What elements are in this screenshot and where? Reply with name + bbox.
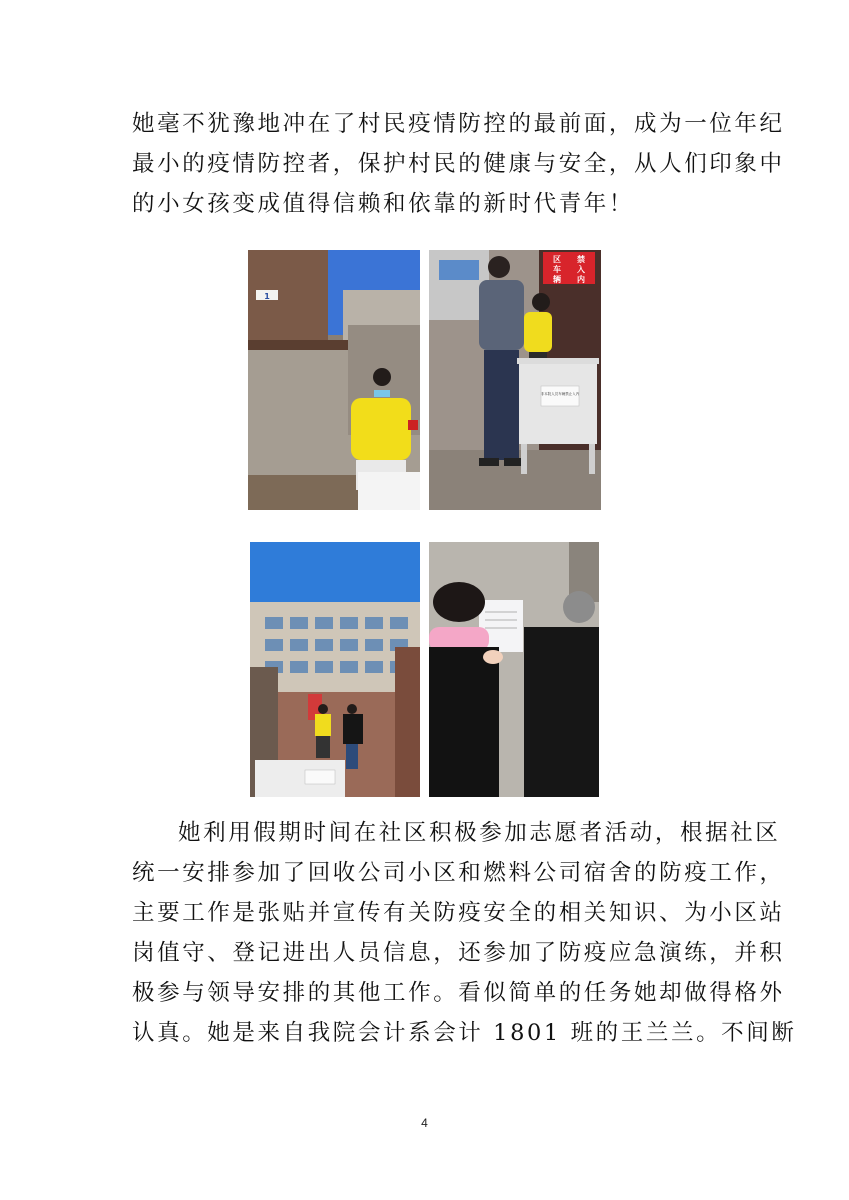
photo-compound-gate-graphic	[250, 542, 420, 797]
text-line: 她毫不犹豫地冲在了村民疫情防控的最前面，成为一位年纪	[132, 111, 785, 137]
sign-char: 辆	[553, 275, 561, 284]
photo-posting-notice-graphic	[429, 542, 599, 797]
text-line: 的小女孩变成值得信赖和依靠的新时代青年！	[132, 191, 635, 217]
text-line: 认真。她是来自我院会计系会计 1801 班的王兰兰。不间断	[132, 1020, 797, 1046]
photo-posting-notice	[429, 542, 599, 797]
sign-char: 车	[553, 265, 561, 274]
sign-char: 入	[577, 265, 585, 274]
text-line: 极参与领导安排的其他工作。看似简单的任务她却做得格外	[132, 980, 785, 1006]
text-line: 主要工作是张贴并宣传有关防疫安全的相关知识、为小区站	[132, 900, 785, 926]
text-line: 最小的疫情防控者，保护村民的健康与安全，从人们印象中	[132, 151, 785, 177]
paragraph-1	[132, 104, 785, 224]
sign-char: 内	[577, 275, 585, 284]
photo-compound-gate	[250, 542, 420, 797]
photo-registration-desk-graphic	[429, 250, 601, 510]
sign-char: 区	[553, 255, 561, 264]
photo-registration-desk	[429, 250, 601, 510]
text-line: 岗值守、登记进出人员信息，还参加了防疫应急演练，并积	[132, 940, 785, 966]
photo-volunteer-at-alley-graphic	[248, 250, 420, 510]
photo-volunteer-at-alley	[248, 250, 420, 510]
paragraph-2	[132, 813, 797, 1053]
text-line: 她利用假期时间在社区积极参加志愿者活动，根据社区	[178, 820, 781, 846]
alley-sign-text: 1	[264, 292, 270, 301]
page-number: 4	[421, 1116, 428, 1130]
sign-char: 禁	[577, 255, 585, 264]
text-line: 统一安排参加了回收公司小区和燃料公司宿舍的防疫工作，	[132, 860, 785, 886]
desk-label: 非本院人员车辆禁止入内	[540, 392, 580, 396]
